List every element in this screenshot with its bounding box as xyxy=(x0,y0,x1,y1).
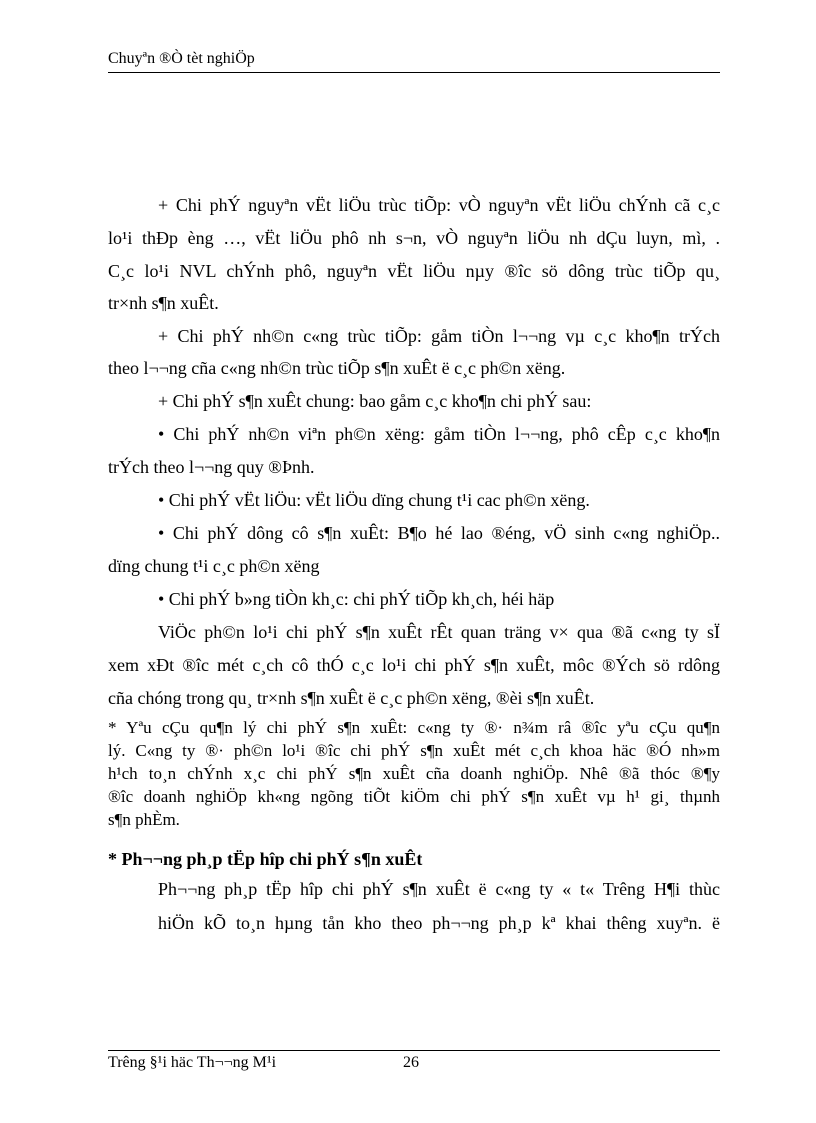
paragraph-line: C¸c lo¹i NVL chÝnh phô, nguyªn vËt liÖu nµy ®îc sö dông trùc tiÕp qu¸ xyxy=(108,261,720,281)
paragraph-line: xem xÐt ®îc mét c¸ch cô thÓ c¸c lo¹i chi phÝ s¶n xuÊt, môc ®Ých sö rdông xyxy=(108,655,720,675)
paragraph-line: theo l¬¬ng cña c«ng nh©n trùc tiÕp s¶n xuÊt ë c¸c ph©n xëng. xyxy=(108,358,566,378)
paragraph-line: dïng chung t¹i c¸c ph©n xëng xyxy=(108,556,320,576)
paragraph-line: * Yªu cÇu qu¶n lý chi phÝ s¶n xuÊt: c«ng ty ®· n¾m râ ®îc yªu cÇu qu¶n xyxy=(108,718,720,737)
paragraph-line: h¹ch to¸n chÝnh x¸c chi phÝ s¶n xuÊt cña doanh nghiÖp. Nhê ®ã thóc ®¶y xyxy=(108,764,720,783)
paragraph-line: s¶n phÈm. xyxy=(108,810,180,829)
page-number: 26 xyxy=(403,1054,419,1071)
paragraph-line: hiÖn kÕ to¸n hµng tån kho theo ph¬¬ng ph¸p kª khai thêng xuyªn. ë xyxy=(158,913,720,933)
paragraph-line: lo¹i thÐp èng …, vËt liÖu phô nh s¬n, vÒ nguyªn liÖu nh dÇu luyn, mì, . xyxy=(108,228,720,248)
bullet-line: • Chi phÝ b»ng tiÒn kh¸c: chi phÝ tiÕp kh¸ch, héi häp xyxy=(158,589,555,609)
paragraph-line: + Chi phÝ nh©n c«ng trùc tiÕp: gåm tiÒn l¬¬ng vµ c¸c kho¶n trÝch xyxy=(158,326,720,346)
paragraph-line: + Chi phÝ s¶n xuÊt chung: bao gåm c¸c kho¶n chi phÝ sau: xyxy=(158,391,592,411)
paragraph-line: lý. C«ng ty ®· ph©n lo¹i ®îc chi phÝ s¶n xuÊt mét c¸ch khoa häc ®Ó nh»m xyxy=(108,741,720,760)
paragraph-line: ViÖc ph©n lo¹i chi phÝ s¶n xuÊt rÊt quan träng v× qua ®ã c«ng ty sÏ xyxy=(158,622,720,642)
page-header-title: Chuyªn ®Ò tèt nghiÖp xyxy=(108,50,255,67)
paragraph-line: + Chi phÝ nguyªn vËt liÖu trùc tiÕp: vÒ nguyªn vËt liÖu chÝnh cã c¸c xyxy=(158,195,720,215)
footer-rule xyxy=(108,1050,720,1051)
header-rule xyxy=(108,72,720,73)
section-heading: * Ph¬¬ng ph¸p tËp hîp chi phÝ s¶n xuÊt xyxy=(108,849,423,869)
paragraph-line: Ph¬¬ng ph¸p tËp hîp chi phÝ s¶n xuÊt ë c«ng ty « t« Trêng H¶i thùc xyxy=(158,879,720,899)
paragraph-line: ®îc doanh nghiÖp kh«ng ngõng tiÕt kiÖm chi phÝ s¶n xuÊt vµ h¹ gi¸ thµnh xyxy=(108,787,720,806)
paragraph-line: cña chóng trong qu¸ tr×nh s¶n xuÊt ë c¸c ph©n xëng, ®èi s¶n xuÊt. xyxy=(108,688,595,708)
bullet-line: • Chi phÝ dông cô s¶n xuÊt: B¶o hé lao ®éng, vÖ sinh c«ng nghiÖp.. xyxy=(158,523,720,543)
bullet-line: • Chi phÝ nh©n viªn ph©n xëng: gåm tiÒn l¬¬ng, phô cÊp c¸c kho¶n xyxy=(158,424,720,444)
bullet-line: • Chi phÝ vËt liÖu: vËt liÖu dïng chung t¹i cac ph©n xëng. xyxy=(158,490,590,510)
paragraph-line: tr×nh s¶n xuÊt. xyxy=(108,293,219,313)
footer-school: Trêng §¹i häc Th¬¬ng M¹i xyxy=(108,1054,277,1071)
paragraph-line: trÝch theo l¬¬ng quy ®Þnh. xyxy=(108,457,315,477)
